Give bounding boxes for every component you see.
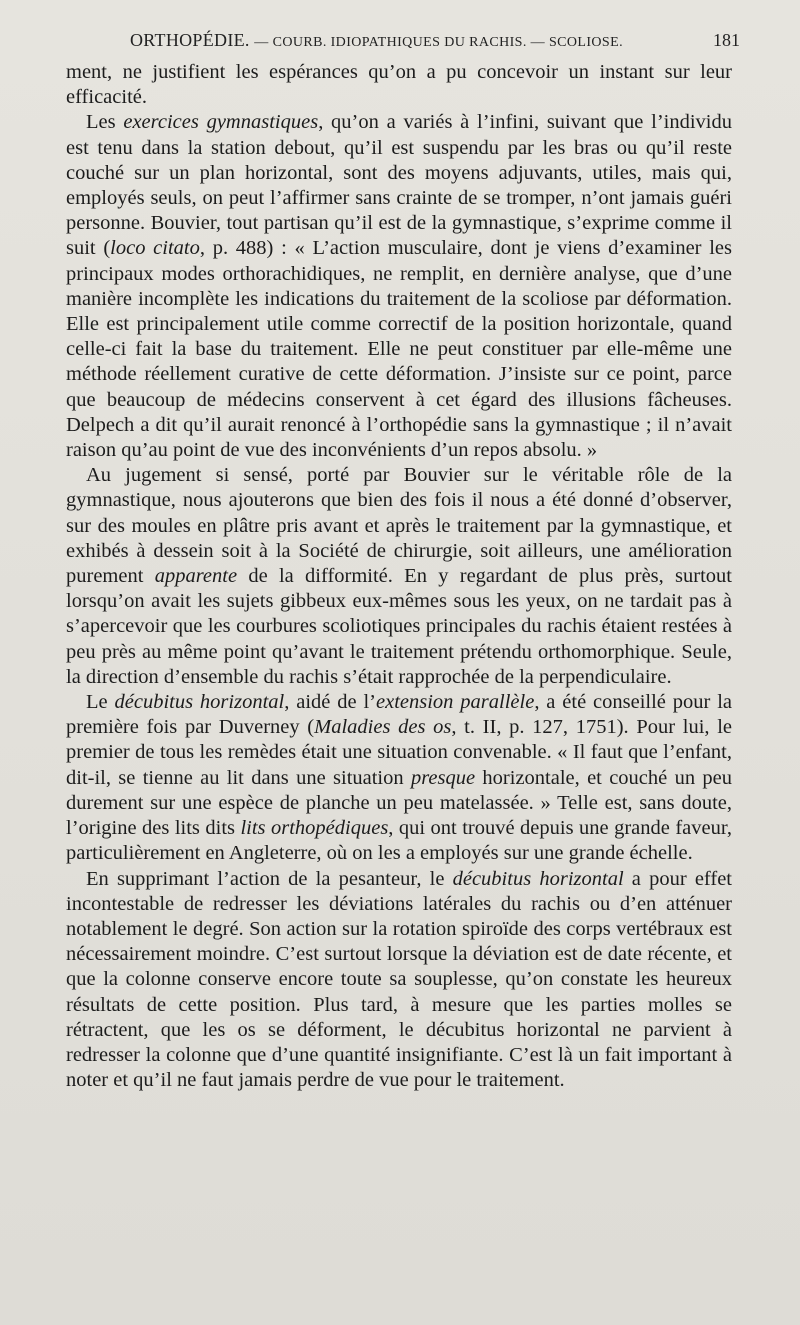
paragraph (66, 60, 732, 110)
text-run: , aidé de l’ (284, 691, 376, 714)
body-text (66, 60, 732, 1093)
page-number: 181 (713, 30, 740, 50)
italic-text: exercices gymnastiques (123, 111, 319, 134)
italic-text: décubitus horizontal (452, 867, 624, 890)
text-run: , t. II, p. 127, 1751). Pour lui, le premier de tous les remèdes était une situation convenable. « Il faut que l’enfant, dit-il, se tienne au lit dans une situation (66, 716, 732, 789)
italic-text: Maladies des os (314, 716, 452, 739)
text-run: , a été conseillé pour la première fois par Duverney ( (66, 691, 733, 739)
text-run: , qui ont trouvé depuis une grande faveur, particulièrement en Angleterre, où on les a employés sur une grande échelle. (66, 817, 732, 865)
text-run: Les (86, 111, 124, 134)
paragraph (66, 690, 732, 866)
paragraph (66, 867, 732, 1094)
paragraph (66, 110, 732, 463)
italic-text: loco citato (110, 237, 200, 260)
text-run: Le (86, 691, 115, 714)
text-run: Au jugement si sensé, porté par Bouvier sur le véritable rôle de la gymnastique, nous ajouterons que bien des fois il nous a été donné d’observer, sur des moules en plâtre pris avant et après le traitement par la gymnastique, et exhibés à dessein soit à la Société de chirurgie, soit ailleurs, une amélioration purement (66, 464, 732, 588)
italic-text: décubitus horizontal (114, 691, 285, 714)
italic-text: presque (410, 766, 476, 789)
running-title (130, 30, 623, 51)
text-run: a pour effet incontestable de redresser les déviations latérales du rachis ou d’en atténuer notablement le degré. Son action sur la rotation spiroïde des corps vertébraux est nécessairement moindre. C’est surtout lorsque la déviation est de date récente, et que la colonne conserve encore toute sa souplesse, qu’on constate les heureux résultats de cette position. Plus tard, à mesure que les parties molles se rétractent, que les os se déforment, le décubitus horizontal ne parvient à redresser la colonne que d’une quantité insignifiante. C’est là un fait important à noter et qu’il ne faut jamais perdre de vue pour le traitement. (66, 867, 732, 1092)
running-head (130, 30, 740, 51)
text-run: , qu’on a variés à l’infini, suivant que l’individu est tenu dans la station debout, qu’il est suspendu par les bras ou qu’il reste couché sur un plan horizontal, sont des moyens adjuvants, utiles, mais qui, employés seuls, on peut l’affirmer sans crainte de se tromper, n’ont jamais guéri personne. Bouvier, tout partisan qu’il est de la gymnastique, s’exprime comme il suit ( (66, 111, 732, 260)
italic-text: extension parallèle (376, 691, 535, 714)
italic-text: apparente (154, 565, 238, 588)
italic-text: lits orthopédiques (240, 817, 389, 840)
running-title-main: ORTHOPÉDIE. (130, 30, 250, 50)
paragraph (66, 463, 732, 690)
running-title-sub: — COURB. IDIOPATHIQUES DU RACHIS. — SCOLIOSE. (254, 35, 623, 50)
text-run: horizontale, et couché un peu durement sur une espèce de planche un peu matelassée. » Telle est, sans doute, l’origine des lits dits (66, 766, 732, 840)
text-run: de la difformité. En y regardant de plus près, surtout lorsqu’on avait les sujets gibbeux eux-mêmes sous les yeux, on ne tardait pas à s’apercevoir que les courbures scoliotiques principales du rachis étaient restées à peu près au même point qu’avant le traitement prétendu orthomorphique. Seule, la direction d’ensemble du rachis s’était rapprochée de la perpendiculaire. (66, 565, 732, 688)
text-run: En supprimant l’action de la pesanteur, le (86, 867, 453, 890)
text-run: , p. 488) : « L’action musculaire, dont je viens d’examiner les principaux modes orthorachidiques, ne remplit, en dernière analyse, que d’une manière incomplète les indications du traitement de la scoliose par déformation. Elle est principalement utile comme correctif de la position horizontale, quand celle-ci fait la base du traitement. Elle ne peut constituer par elle-même une méthode réellement curative de cette déformation. J’insiste sur ce point, parce que beaucoup de médecins conservent à cet égard des illusions fâcheuses. Delpech a dit qu’il aurait renoncé à l’orthopédie sans la gymnastique ; il n’avait raison qu’au point de vue des inconvénients d’un repos absolu. » (66, 237, 732, 462)
text-run: ment, ne justifient les espérances qu’on a pu concevoir un instant sur leur efficacité. (66, 61, 732, 109)
